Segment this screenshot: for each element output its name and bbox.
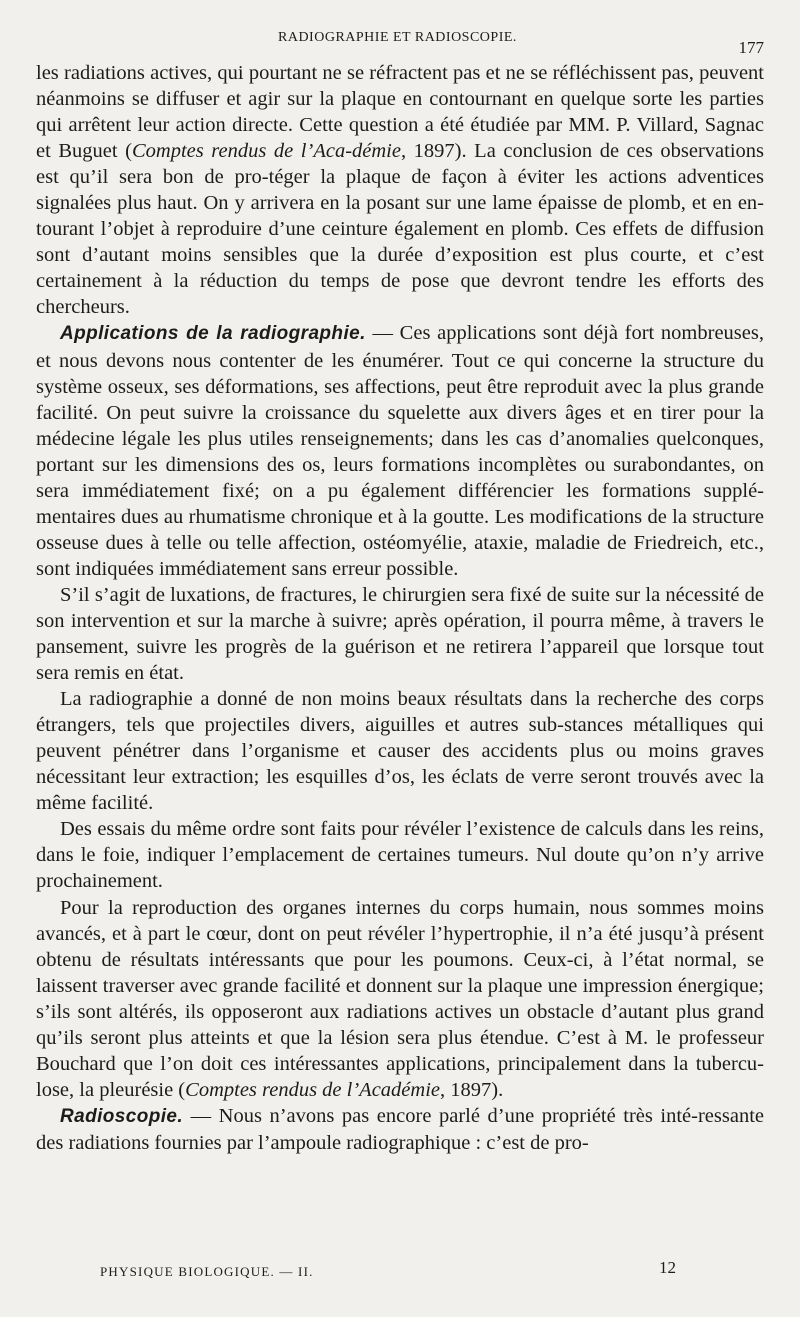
page-footer <box>0 1258 800 1286</box>
citation-reference: Comptes rendus de l’Aca-démie <box>131 140 401 163</box>
body-text <box>36 60 764 1156</box>
paragraph-organes-internes <box>36 895 764 1103</box>
signature-mark: 12 <box>659 1258 676 1277</box>
paragraph-text: — Ces applications sont déjà fort nombreuses, et nous devons nous contenter de les énumérer. Tout ce qui concerne la structure du système osseux, ses déformations, ses affections, peut être reproduit avec la plus grande facilité. On peut suivre la croissance du squelette aux divers âges et en tirer pour la médecine légale les plus utiles renseignements; dans les cas d’anomalies quelconques, portant sur les dimensions des os, leurs formations incomplètes ou surabondantes, on sera immédiatement fixé; on a pu également différencier les formations supplé-mentaires dues au rhumatisme chronique et à la goutte. Les modifications de la structure osseuse dues à telle ou telle affection, ostéomyélie, ataxie, maladie de Friedreich, etc., sont indiquées immédiatement sans erreur possible. <box>36 322 764 580</box>
page-number: 177 <box>738 38 764 57</box>
paragraph-text: , 1897). <box>440 1078 504 1101</box>
paragraph-continuation <box>36 60 764 320</box>
paragraph-text: les radiations actives, qui pourtant ne se réfractent pas et ne se réfléchissent pas, peuvent néanmoins se diffuser et agir sur la plaque en contournant en quelque sorte les parties qui arrêtent leur action directe. Cette question a été étudiée par MM. P. Villard, Sagnac et Buguet ( <box>36 62 764 163</box>
paragraph-text: La radiographie a donné de non moins beaux résultats dans la recherche des corps étrangers, tels que projectiles divers, aiguilles et autres sub-stances métalliques qui peuvent pénétrer dans l’organisme et causer des accidents plus ou moins graves nécessitant leur extraction; les esquilles d’os, les éclats de verre seront trouvés avec la même facilité. <box>36 688 764 815</box>
section-heading-applications: Applications de la radiographie. <box>60 323 366 345</box>
running-title: RADIOGRAPHIE ET RADIOSCOPIE. <box>278 30 517 45</box>
paragraph-text: S’il s’agit de luxations, de fractures, le chirurgien sera fixé de suite sur la nécessité de son intervention et sur la marche à suivre; après opération, il pourra même, à travers le pansement, suivre les progrès de la guérison et ne retirera l’appareil que lorsque tout sera remis en état. <box>36 583 764 685</box>
paragraph-text: Pour la reproduction des organes internes du corps humain, nous sommes moins avancés, et à part le cœur, dont on peut révéler l’hypertrophie, il n’a été jusqu’à présent obtenu de résultats intéressants que pour les poumons. Ceux-ci, à l’état normal, se laissent traverser avec grande facilité et donnent sur la plaque une impression énergique; s’ils sont altérés, ils opposeront aux radiations actives un obstacle d’autant plus grand qu’ils seront plus atteints et que la lésion sera plus étendue. C’est à M. le professeur Bouchard que l’on doit ces intéressantes applications, principalement dans la tubercu-lose, la pleurésie ( <box>36 896 764 1101</box>
paragraph-text: — Nous n’avons pas encore parlé d’une propriété très inté-ressante des radiations fournies par l’ampoule radiographique : c’est de pro- <box>36 1104 764 1154</box>
paragraph-applications <box>36 320 764 581</box>
footer-book-title: PHYSIQUE BIOLOGIQUE. — II. <box>100 1264 314 1279</box>
paragraph-luxations <box>36 582 764 686</box>
paragraph-calculs <box>36 816 764 894</box>
page-header <box>0 30 800 57</box>
citation-reference: Comptes rendus de l’Académie <box>185 1078 440 1101</box>
paragraph-text: Des essais du même ordre sont faits pour révéler l’existence de calculs dans les reins, dans le foie, indiquer l’emplacement de certaines tumeurs. Nul doute qu’on n’y arrive prochainement. <box>36 818 764 893</box>
paragraph-corps-etrangers <box>36 686 764 816</box>
paragraph-radioscopie <box>36 1103 764 1156</box>
section-heading-radioscopie: Radioscopie. <box>60 1105 184 1127</box>
paragraph-text: , 1897). La conclusion de ces observations est qu’il sera bon de pro-téger la plaque de façon à éviter les actions adventices signalées plus haut. On y arrivera en la posant sur une lame épaisse de plomb, et en en-tourant l’objet à reproduire d’une ceinture également en plomb. Ces effets de diffusion sont d’autant moins sensibles que la durée d’exposition est plus courte, et c’est certainement à la réduction du temps de pose que devront tendre les efforts des chercheurs. <box>36 140 764 319</box>
